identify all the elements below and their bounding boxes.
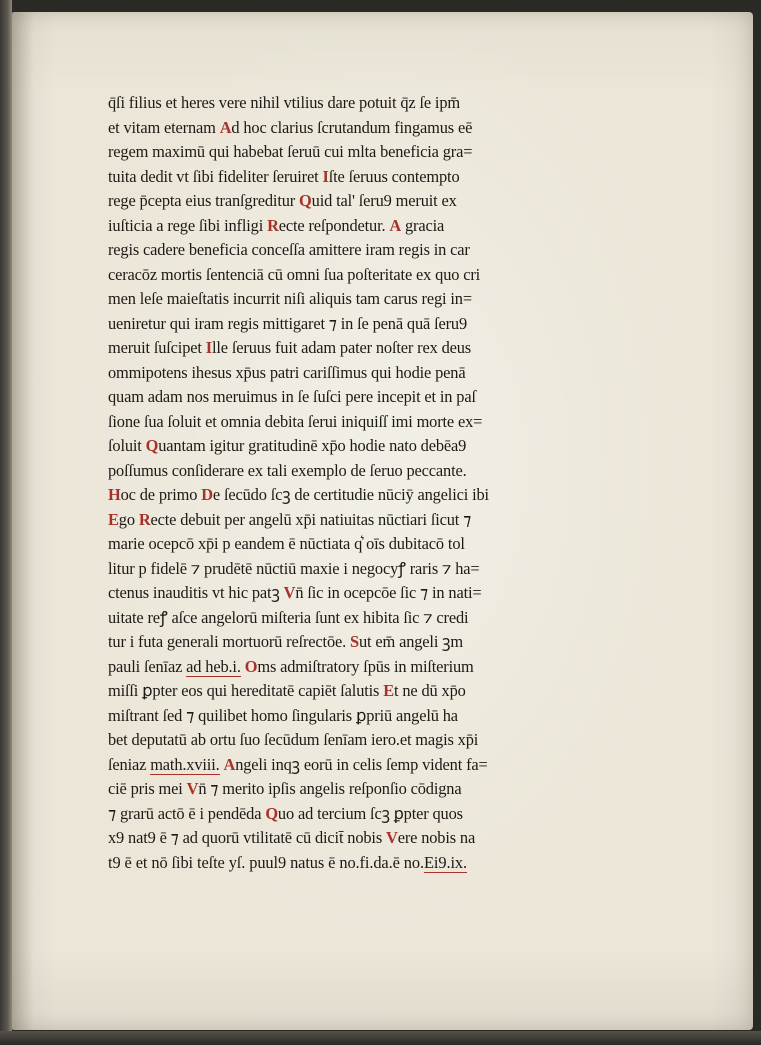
text-line: uitate reꝭ aſce angelorū miſteria ſunt ex hibita ſic ⁊ credi: [108, 607, 469, 627]
rubric-initial: E: [108, 509, 119, 529]
rubric-initial: R: [267, 215, 279, 235]
text-line: miſſi ꝑpter eos qui hereditatē capiēt ſalutis Et ne dū xp̄o: [108, 681, 466, 700]
text-line: quam adam nos meruimus in ſe ſuſci pere incepit et in paſ: [108, 387, 476, 406]
text-line: t9 ē et nō ſibi teſte yſ. puul9 natus ē no.fi.da.ē no.Ei9.ix.: [108, 852, 467, 872]
text-line: et vitam eternam Ad hoc clarius ſcrutandum fingamus eē: [108, 117, 473, 137]
text-line: q̄ſi filius et heres vere nihil vtilius dare potuit q̄z ſe ipm̄: [108, 93, 460, 112]
text-line: regis cadere beneficia conceſſa amittere iram regis in car: [108, 240, 470, 259]
text-line: x9 nat9 ē ⁊ ad quorū vtilitatē cū dicit̄ nobis Vere nobis na: [108, 828, 476, 847]
rubric-initial: I: [322, 166, 329, 186]
text-line: miſtrant ſed ⁊ quilibet homo ſingularis ꝑpriū angelū ha: [108, 705, 458, 725]
text-line: iuſticia a rege ſibi infligi Recte reſpondetur. A gracia: [108, 215, 445, 235]
rubric-initial: R: [138, 509, 151, 529]
text-line: ceracōz mortis ſentenciā cū omni ſua poſteritate ex quo cri: [108, 264, 481, 284]
rubric-initial: V: [283, 583, 296, 602]
rubric-initial: V: [186, 779, 199, 798]
rubric-initial: I: [205, 338, 212, 357]
text-line: bet deputatū ab ortu ſuo ſecūdum ſenīam iero.et magis xp̄i: [108, 730, 479, 749]
rubric-initial: A: [219, 117, 232, 137]
text-line: litur p fidelē ⁊ prudētē nūctiū maxie i negocyꝭ raris ⁊ ha=: [108, 558, 480, 578]
rubric-reference: math.xviii.: [150, 754, 220, 774]
text-line: Ego Recte debuit per angelū xp̄i natiuitas nūctiari ſicut ⁊: [108, 509, 472, 529]
text-line: ⁊ grarū actō ē i pendēda Quo ad tercium ſcꝫ ꝑpter quos: [108, 803, 463, 823]
rubric-initial: A: [389, 215, 402, 235]
bottom-edge: [0, 1031, 761, 1045]
text-line: rege p̄cepta eius tranſgreditur Quid tal' ſeru9 meruit ex: [108, 191, 457, 210]
rubric-reference: ad heb.i.: [186, 656, 241, 676]
page-gutter-shadow: [12, 12, 34, 1030]
text-line: ſoluit Quantam igitur gratitudinē xp̄o hodie nato debēa9: [108, 436, 467, 455]
rubric-initial: V: [386, 828, 398, 847]
text-line: regem maximū qui habebat ſeruū cui mlta beneficia gra=: [108, 142, 473, 161]
rubric-initial: A: [223, 754, 236, 774]
text-block: [108, 91, 642, 875]
rubric-initial: D: [201, 485, 213, 504]
text-line: meruit ſuſcipet Ille ſeruus fuit adam pater noſter rex deus: [108, 338, 472, 357]
rubric-initial: E: [383, 681, 395, 700]
rubric-initial: H: [108, 485, 121, 504]
rubric-initial: Q: [145, 436, 159, 455]
text-line: Hoc de primo De ſecūdo ſcꝫ de certitudie nūciȳ angelici ibi: [108, 485, 489, 504]
rubric-initial: Q: [265, 803, 278, 823]
text-line: marie ocepcō xp̄i p eandem ē nūctiata q͛ oīs dubitacō tol: [108, 534, 465, 553]
text-line: tuita dedit vt ſibi fideliter ſeruiret Iſte ſeruus contempto: [108, 166, 460, 186]
text-line: ommipotens ihesus xp̄us patri cariſſimus qui hodie penā: [108, 362, 466, 382]
rubric-initial: O: [244, 656, 258, 676]
text-line: poſſumus conſiderare ex tali exemplo de ſeruo peccante.: [108, 460, 467, 480]
text-line: ſione ſua ſoluit et omnia debita ſerui iniquiſſ imi morte ex=: [108, 411, 483, 431]
rubric-reference: Ei9.ix.: [423, 852, 467, 872]
binding-edge: [0, 0, 12, 1045]
text-line: pauli ſenīaz ad heb.i. Oms admiſtratory ſpūs in miſterium: [108, 656, 474, 676]
text-line: tur i futa generali mortuorū reſrectōe. Sut em̄ angeli ꝫm: [108, 632, 463, 651]
manuscript-page: [12, 12, 753, 1030]
rubric-initial: Q: [299, 191, 312, 210]
text-line: men leſe maieſtatis incurrit niſi aliquis tam carus regi in=: [108, 289, 472, 308]
text-line: ciē pris mei Vn̄ ⁊ merito ipſis angelis reſponſio cōdigna: [108, 779, 462, 798]
text-line: ſeniaz math.xviii. Angeli inqꝫ eorū in celis ſemp vident fa=: [108, 754, 488, 774]
rubric-initial: S: [350, 632, 359, 651]
text-line: ctenus inauditis vt hic patꝫ Vn̄ ſic in ocepcōe ſic ⁊ in nati=: [108, 583, 482, 602]
text-line: ueniretur qui iram regis mittigaret ⁊ in ſe penā quā ſeru9: [108, 313, 468, 333]
